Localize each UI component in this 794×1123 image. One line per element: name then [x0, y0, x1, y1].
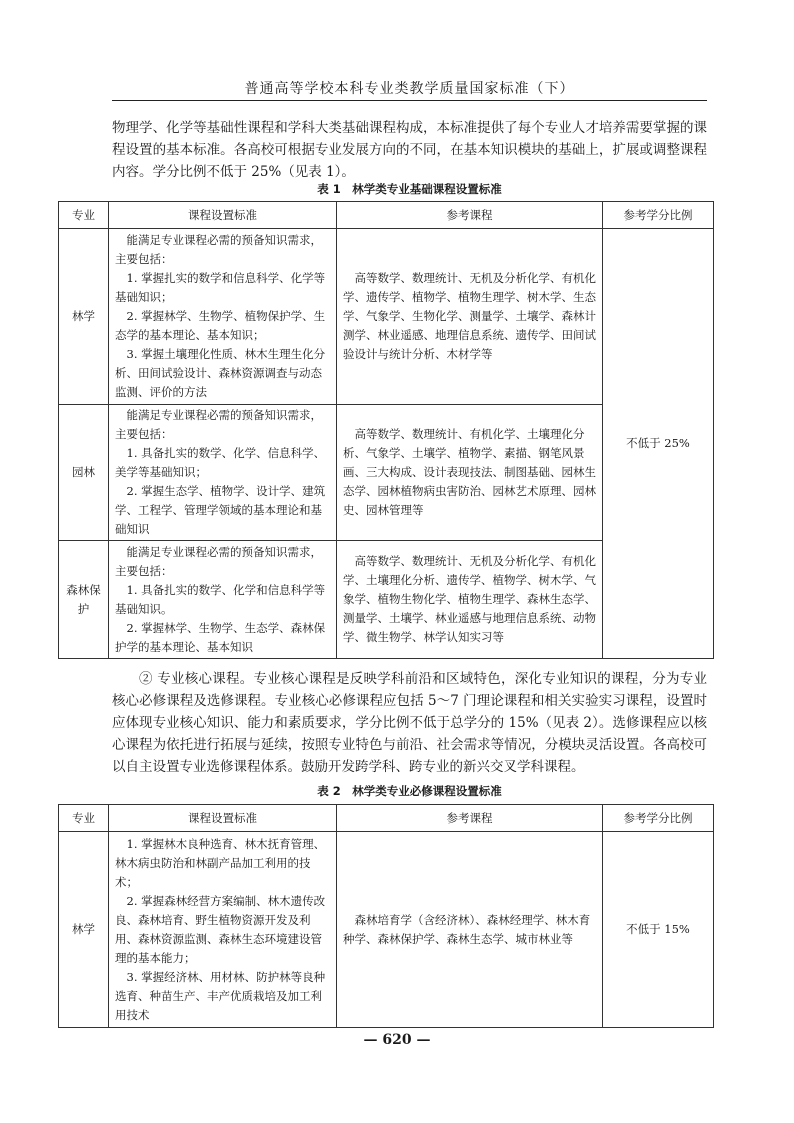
standard-line: 1. 掌握扎实的数学和信息科学、化学等基础知识；	[115, 271, 326, 304]
table1-header-courses: 参考课程	[337, 202, 603, 229]
table2-credit-cell: 不低于 15%	[603, 832, 714, 1028]
standard-line: 2. 掌握生态学、植物学、设计学、建筑学、工程学、管理学领域的基本理论和基础知识	[115, 484, 326, 536]
standard-line: 1. 具备扎实的数学、化学、信息科学、美学等基础知识；	[115, 446, 326, 479]
standard-line: 能满足专业课程必需的预备知识需求，主要包括：	[115, 544, 322, 578]
table1-major-cell: 园林	[59, 405, 109, 541]
table2-header-credit: 参考学分比例	[603, 805, 714, 832]
reference-courses: 森林培育学（含经济林）、森林经理学、林木育种学、森林保护学、森林生态学、城市林业等	[343, 912, 591, 946]
standard-line: 1. 具备扎实的数学、化学和信息科学等基础知识。	[115, 582, 326, 616]
table1-standard-cell	[109, 541, 337, 659]
table1-standard-cell	[109, 229, 337, 405]
table2-header-major: 专业	[59, 805, 109, 832]
table1-courses-cell	[337, 229, 603, 405]
table2-header-courses: 参考课程	[337, 805, 603, 832]
table1-caption: 表 1 林学类专业基础课程设置标准	[317, 182, 502, 196]
table2-header-row	[59, 805, 714, 832]
table1-courses-cell	[337, 405, 603, 541]
standard-line: 3. 掌握土壤理化性质、林木生理生化分析、田间试验设计、森林资源调查与动态监测、评价的方法	[115, 347, 326, 399]
standard-line: 能满足专业课程必需的预备知识需求，主要包括：	[115, 408, 322, 441]
table2-caption: 表 2 林学类专业必修课程设置标准	[317, 784, 502, 798]
table-row	[59, 832, 714, 1028]
core-courses-paragraph: ② 专业核心课程。专业核心课程是反映学科前沿和区域特色，深化专业知识的课程，分为专业核心必修课程及选修课程。专业核心必修课程应包括 5～7 门理论课程和相关实验实习课程，设置时应体现专业核心知识、能力和素质要求，学分比例不低于总学分的 15%（见表 2）。选修课程应以核心课程为依托进行拓展与延续，按照专业特色与前沿、社会需求等情况，分模块灵活设置。各高校可以自主设置专业选修课程体系。鼓励开发跨学科、跨专业的新兴交叉学科课程。	[112, 671, 707, 775]
table1-major-cell: 林学	[59, 229, 109, 405]
table2-standard-cell	[109, 832, 337, 1028]
table1-credit-cell: 不低于 25%	[603, 229, 714, 659]
table1-header-credit: 参考学分比例	[603, 202, 714, 229]
table1-courses-cell	[337, 541, 603, 659]
standard-line: 2. 掌握林学、生物学、生态学、森林保护学的基本理论、基本知识	[115, 620, 326, 654]
standard-line: 2. 掌握森林经营方案编制、林木遗传改良、森林培育、野生植物资源开发及利用、森林资源监测、森林生态环境建设管理的基本能力；	[115, 893, 326, 965]
table1-standard-cell	[109, 405, 337, 541]
table2-major-cell: 林学	[59, 832, 109, 1028]
intro-paragraph: 物理学、化学等基础性课程和学科大类基础课程构成，本标准提供了每个专业人才培养需要掌握的课程设置的基本标准。各高校可根据专业发展方向的不同，在基本知识模块的基础上，扩展或调整课程内容。学分比例不低于 25%（见表 1）。	[112, 120, 707, 180]
table2-courses-cell	[337, 832, 603, 1028]
header-rule	[112, 100, 707, 101]
standard-line: 2. 掌握林学、生物学、植物保护学、生态学的基本理论、基本知识；	[115, 309, 326, 342]
reference-courses: 高等数学、数理统计、无机及分析化学、有机化学、土壤理化分析、遗传学、植物学、树木学、气象学、植物生物化学、植物生理学、森林生态学、测量学、土壤学、林业遥感与地理信息系统、动物学、微生物学、林学认知实习等	[343, 554, 596, 644]
table1-header-major: 专业	[59, 202, 109, 229]
table-row	[59, 229, 714, 405]
standard-line: 3. 掌握经济林、用材林、防护林等良种选育、种苗生产、丰产优质栽培及加工利用技术	[115, 969, 326, 1022]
reference-courses: 高等数学、数理统计、有机化学、土壤理化分析、气象学、土壤学、植物学、素描、钢笔风景画、三大构成、设计表现技法、制图基础、园林生态学、园林植物病虫害防治、园林艺术原理、园林史、园林管理等	[343, 427, 596, 517]
standard-line: 1. 掌握林木良种选育、林木抚育管理、林木病虫防治和林副产品加工利用的技术；	[115, 836, 326, 889]
table2-header-standard: 课程设置标准	[109, 805, 337, 832]
table1-header-row	[59, 202, 714, 229]
page-number: — 620 —	[363, 1032, 431, 1048]
reference-courses: 高等数学、数理统计、无机及分析化学、有机化学、遗传学、植物学、植物生理学、树木学、生态学、气象学、生物化学、测量学、土壤学、森林计测学、林业遥感、地理信息系统、遗传学、田间试验设计与统计分析、木材学等	[343, 271, 596, 361]
table1	[58, 201, 714, 659]
table2	[58, 804, 714, 1028]
table1-major-cell: 森林保护	[59, 541, 109, 659]
standard-line: 能满足专业课程必需的预备知识需求，主要包括：	[115, 233, 322, 266]
running-header: 普通高等学校本科专业类教学质量国家标准（下）	[244, 81, 575, 97]
table1-header-standard: 课程设置标准	[109, 202, 337, 229]
